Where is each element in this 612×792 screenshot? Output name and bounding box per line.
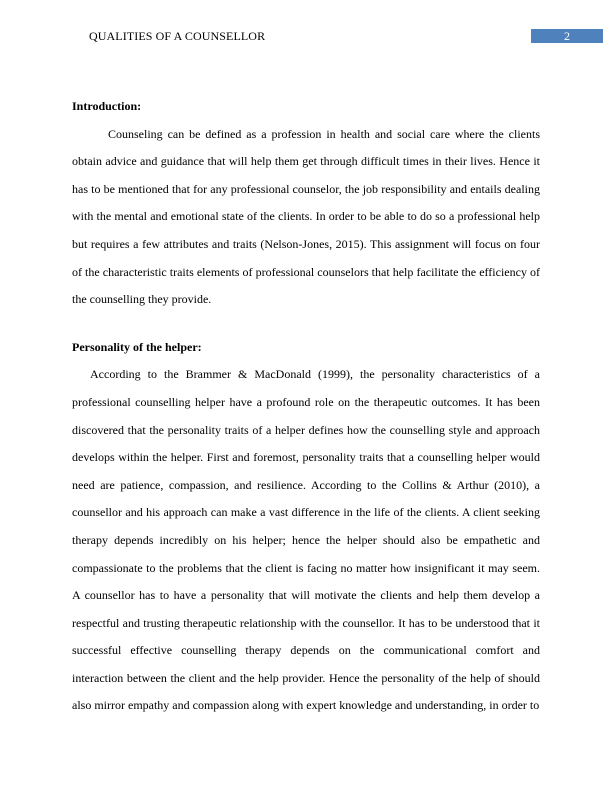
document-body <box>72 93 540 720</box>
page-number-badge: 2 <box>531 29 603 43</box>
introduction-paragraph: Counseling can be defined as a profession in health and social care where the clients obtain advice and guidance that will help them get through difficult times in their lives. Hence it has to be mentioned that for any professional counselor, the job responsibility and entails dealing with the mental and emotional state of the clients. In order to be able to do so a professional help but requires a few attributes and traits (Nelson-Jones, 2015). This assignment will focus on four of the characteristic traits elements of professional counselors that help facilitate the efficiency of the counselling they provide. <box>72 126 540 307</box>
personality-paragraph: According to the Brammer & MacDonald (1999), the personality characteristics of a professional counselling helper have a profound role on the therapeutic outcomes. It has been discovered that the personality traits of a helper defines how the counselling style and approach develops within the helper. First and foremost, personality traits that a counselling helper would need are patience, compassion, and resilience. According to the Collins & Arthur (2010), a counsellor and his approach can make a vast difference in the life of the clients. A client seeking therapy depends incredibly on his helper; hence the helper should also be empathetic and compassionate to the problems that the client is facing no matter how insignificant it may seem. A counsellor has to have a personality that will motivate the clients and help them develop a respectful and trusting therapeutic relationship with the counsellor. It has to be understood that it successful effective counselling therapy depends on the communicational comfort and interaction between the client and the help provider. Hence the personality of the help of should also mirror empathy and compassion along with expert knowledge and understanding, in order to <box>72 367 540 713</box>
section-heading-introduction: Introduction: <box>72 99 142 113</box>
section-heading-personality: Personality of the helper: <box>72 339 202 354</box>
section-gap <box>72 314 540 334</box>
running-head: QUALITIES OF A COUNSELLOR <box>89 29 266 43</box>
